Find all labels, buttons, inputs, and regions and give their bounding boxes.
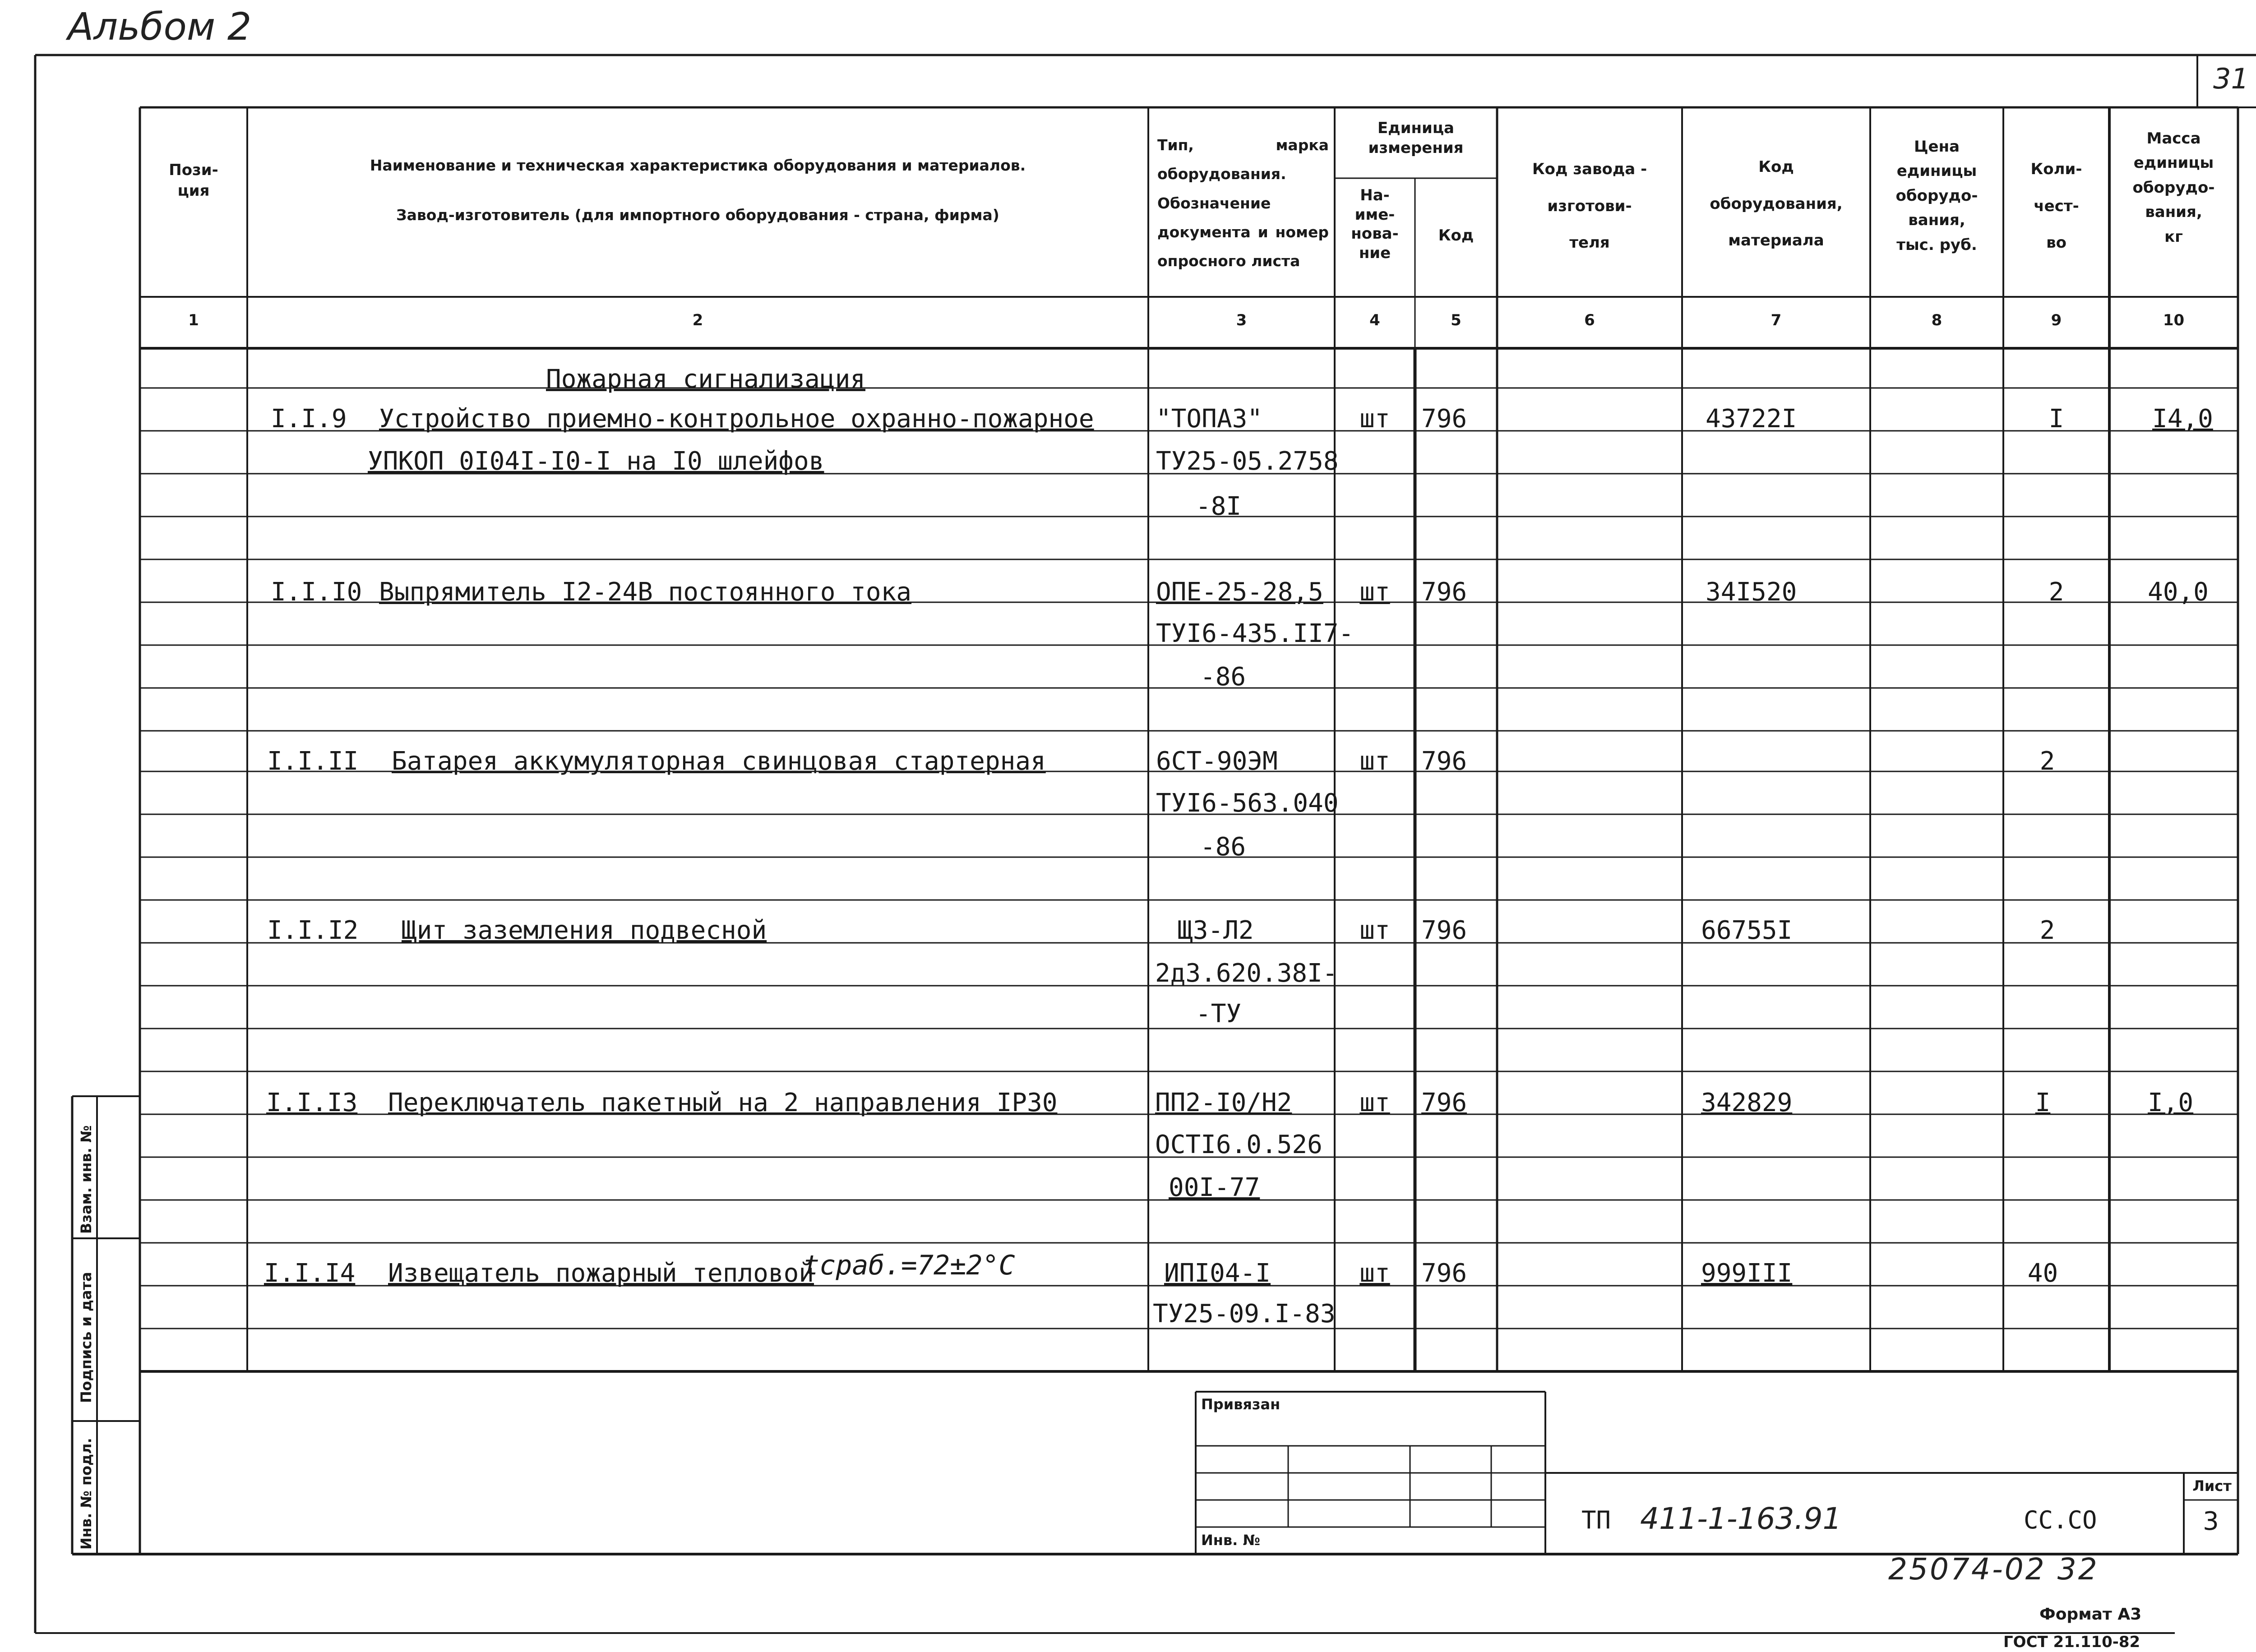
col-number-4: 4 bbox=[1369, 311, 1380, 329]
header-unit-group: Единица измерения bbox=[1368, 119, 1464, 157]
item-qty: 2 bbox=[2039, 747, 2055, 776]
item-unit-code: 796 bbox=[1421, 1259, 1467, 1288]
header-mass: Масса единицы оборудо- вания, кг bbox=[2132, 129, 2215, 246]
item-qty: 2 bbox=[2039, 916, 2055, 945]
album-note: Альбом 2 bbox=[68, 5, 252, 49]
item-name: Щит заземления подвесной bbox=[402, 916, 767, 945]
header-factory-code: Код завода - изготови- теля bbox=[1532, 160, 1647, 252]
stamp-sheet-label: Лист bbox=[2192, 1477, 2232, 1495]
col-number-1: 1 bbox=[188, 311, 199, 329]
item-type: ОСТI6.0.526 bbox=[1155, 1130, 1322, 1159]
item-qty: 40 bbox=[2027, 1259, 2058, 1288]
item-unit-code: 796 bbox=[1421, 916, 1467, 945]
item-unit: шт bbox=[1359, 1088, 1390, 1117]
col-number-8: 8 bbox=[1931, 311, 1942, 329]
item-unit: шт bbox=[1359, 577, 1390, 607]
item-name: Переключатель пакетный на 2 направления IP30 bbox=[388, 1088, 1058, 1117]
item-unit-code: 796 bbox=[1421, 747, 1467, 776]
item-unit-code: 796 bbox=[1421, 404, 1467, 434]
item-name-continuation: УПКОП 0I04I-I0-I на I0 шлейфов bbox=[368, 447, 824, 476]
item-position: I.I.I4 bbox=[264, 1259, 356, 1288]
item-unit-code: 796 bbox=[1421, 1088, 1467, 1117]
header-name-line2: Завод-изготовитель (для импортного оборудования - страна, фирма) bbox=[396, 206, 999, 224]
item-type: 6СТ-90ЭМ bbox=[1156, 747, 1278, 776]
item-equip-code: 34I520 bbox=[1706, 577, 1797, 607]
item-formula: tсраб.=72±2°С bbox=[803, 1250, 1015, 1281]
item-name: Извещатель пожарный тепловой bbox=[388, 1259, 814, 1288]
header-qty: Коли- чест- во bbox=[2030, 160, 2082, 252]
gost-label: ГОСТ 21.110-82 bbox=[2003, 1633, 2140, 1651]
item-equip-code: 43722I bbox=[1706, 404, 1797, 434]
col-number-6: 6 bbox=[1584, 311, 1595, 329]
stamp-doc-prefix: ТП bbox=[1581, 1506, 1611, 1534]
side-label-signature-date: Подпись и дата bbox=[78, 1272, 95, 1403]
item-unit: шт bbox=[1359, 747, 1390, 776]
format-label: Формат А3 bbox=[2039, 1605, 2142, 1624]
item-position: I.I.I0 bbox=[271, 577, 362, 607]
item-type: -8I bbox=[1196, 492, 1242, 521]
col-number-3: 3 bbox=[1236, 311, 1247, 329]
item-type: ТУ25-09.I-83 bbox=[1153, 1299, 1336, 1329]
item-mass: 40,0 bbox=[2148, 577, 2209, 607]
header-type: Тип, марка оборудования. Обозначение документа и номер опросного листа bbox=[1157, 136, 1329, 270]
item-equip-code: 999III bbox=[1701, 1259, 1793, 1288]
item-name: Выпрямитель I2-24В постоянного тока bbox=[379, 577, 912, 607]
stamp-doc-mark: СС.СО bbox=[2024, 1506, 2097, 1534]
col-number-10: 10 bbox=[2163, 311, 2185, 329]
bottom-handwritten-number: 25074-02 32 bbox=[1888, 1552, 2099, 1587]
item-position: I.I.9 bbox=[271, 404, 347, 434]
item-type: ПП2-I0/Н2 bbox=[1155, 1088, 1292, 1117]
stamp-sheet-number: 3 bbox=[2203, 1507, 2219, 1536]
item-qty: I bbox=[2048, 404, 2064, 434]
col-number-7: 7 bbox=[1771, 311, 1782, 329]
col-number-5: 5 bbox=[1451, 311, 1461, 329]
item-mass: I,0 bbox=[2148, 1088, 2194, 1117]
item-unit: шт bbox=[1359, 404, 1390, 434]
col-number-2: 2 bbox=[692, 311, 703, 329]
item-type: ТУI6-563.040 bbox=[1156, 789, 1339, 818]
item-unit: шт bbox=[1359, 1259, 1390, 1288]
item-type: -ТУ bbox=[1196, 999, 1242, 1029]
item-qty: I bbox=[2035, 1088, 2051, 1117]
item-type: -86 bbox=[1200, 662, 1246, 692]
item-type: ТУ25-05.2758 bbox=[1156, 447, 1339, 476]
item-unit-code: 796 bbox=[1421, 577, 1467, 607]
item-type: ТУI6-435.II7- bbox=[1156, 619, 1354, 648]
item-type: 2дЗ.620.38I- bbox=[1155, 959, 1338, 988]
item-qty: 2 bbox=[2048, 577, 2064, 607]
item-type: ЩЗ-Л2 bbox=[1178, 916, 1254, 945]
item-position: I.I.I2 bbox=[267, 916, 359, 945]
side-label-replaced-inv: Взам. инв. № bbox=[78, 1125, 95, 1234]
item-unit: шт bbox=[1359, 916, 1390, 945]
sheet-top-number: 31 bbox=[2213, 62, 2249, 95]
header-position: Пози- ция bbox=[169, 161, 218, 200]
item-equip-code: 342829 bbox=[1701, 1088, 1793, 1117]
item-type: "ТОПАЗ" bbox=[1156, 404, 1263, 434]
stamp-doc-code: 411-1-163.91 bbox=[1640, 1501, 1842, 1536]
item-position: I.I.I3 bbox=[266, 1088, 358, 1117]
col-number-9: 9 bbox=[2051, 311, 2062, 329]
item-position: I.I.II bbox=[267, 747, 359, 776]
stamp-inv-label: Инв. № bbox=[1201, 1532, 1260, 1549]
item-name: Батарея аккумуляторная свинцовая стартерная bbox=[392, 747, 1046, 776]
side-label-original-inv: Инв. № подл. bbox=[78, 1438, 95, 1550]
header-name-line1: Наименование и техническая характеристика оборудования и материалов. bbox=[370, 157, 1026, 174]
item-type: -86 bbox=[1200, 832, 1246, 862]
item-type: ОПЕ-25-28,5 bbox=[1156, 577, 1323, 607]
header-price: Цена единицы оборудо- вания, тыс. руб. bbox=[1895, 138, 1978, 254]
header-unit-name: На- име- нова- ние bbox=[1351, 186, 1399, 262]
header-unit-code: Код bbox=[1438, 226, 1474, 245]
item-name: Устройство приемно-контрольное охранно-пожарное bbox=[379, 404, 1094, 434]
header-equip-code: Код оборудования, материала bbox=[1710, 158, 1843, 250]
item-mass: I4,0 bbox=[2152, 404, 2213, 434]
item-type: ИПI04-I bbox=[1164, 1259, 1271, 1288]
section-title: Пожарная сигнализация bbox=[546, 365, 866, 394]
item-type: 00I-77 bbox=[1169, 1173, 1260, 1202]
item-equip-code: 66755I bbox=[1701, 916, 1793, 945]
stamp-bound-label: Привязан bbox=[1201, 1396, 1281, 1413]
